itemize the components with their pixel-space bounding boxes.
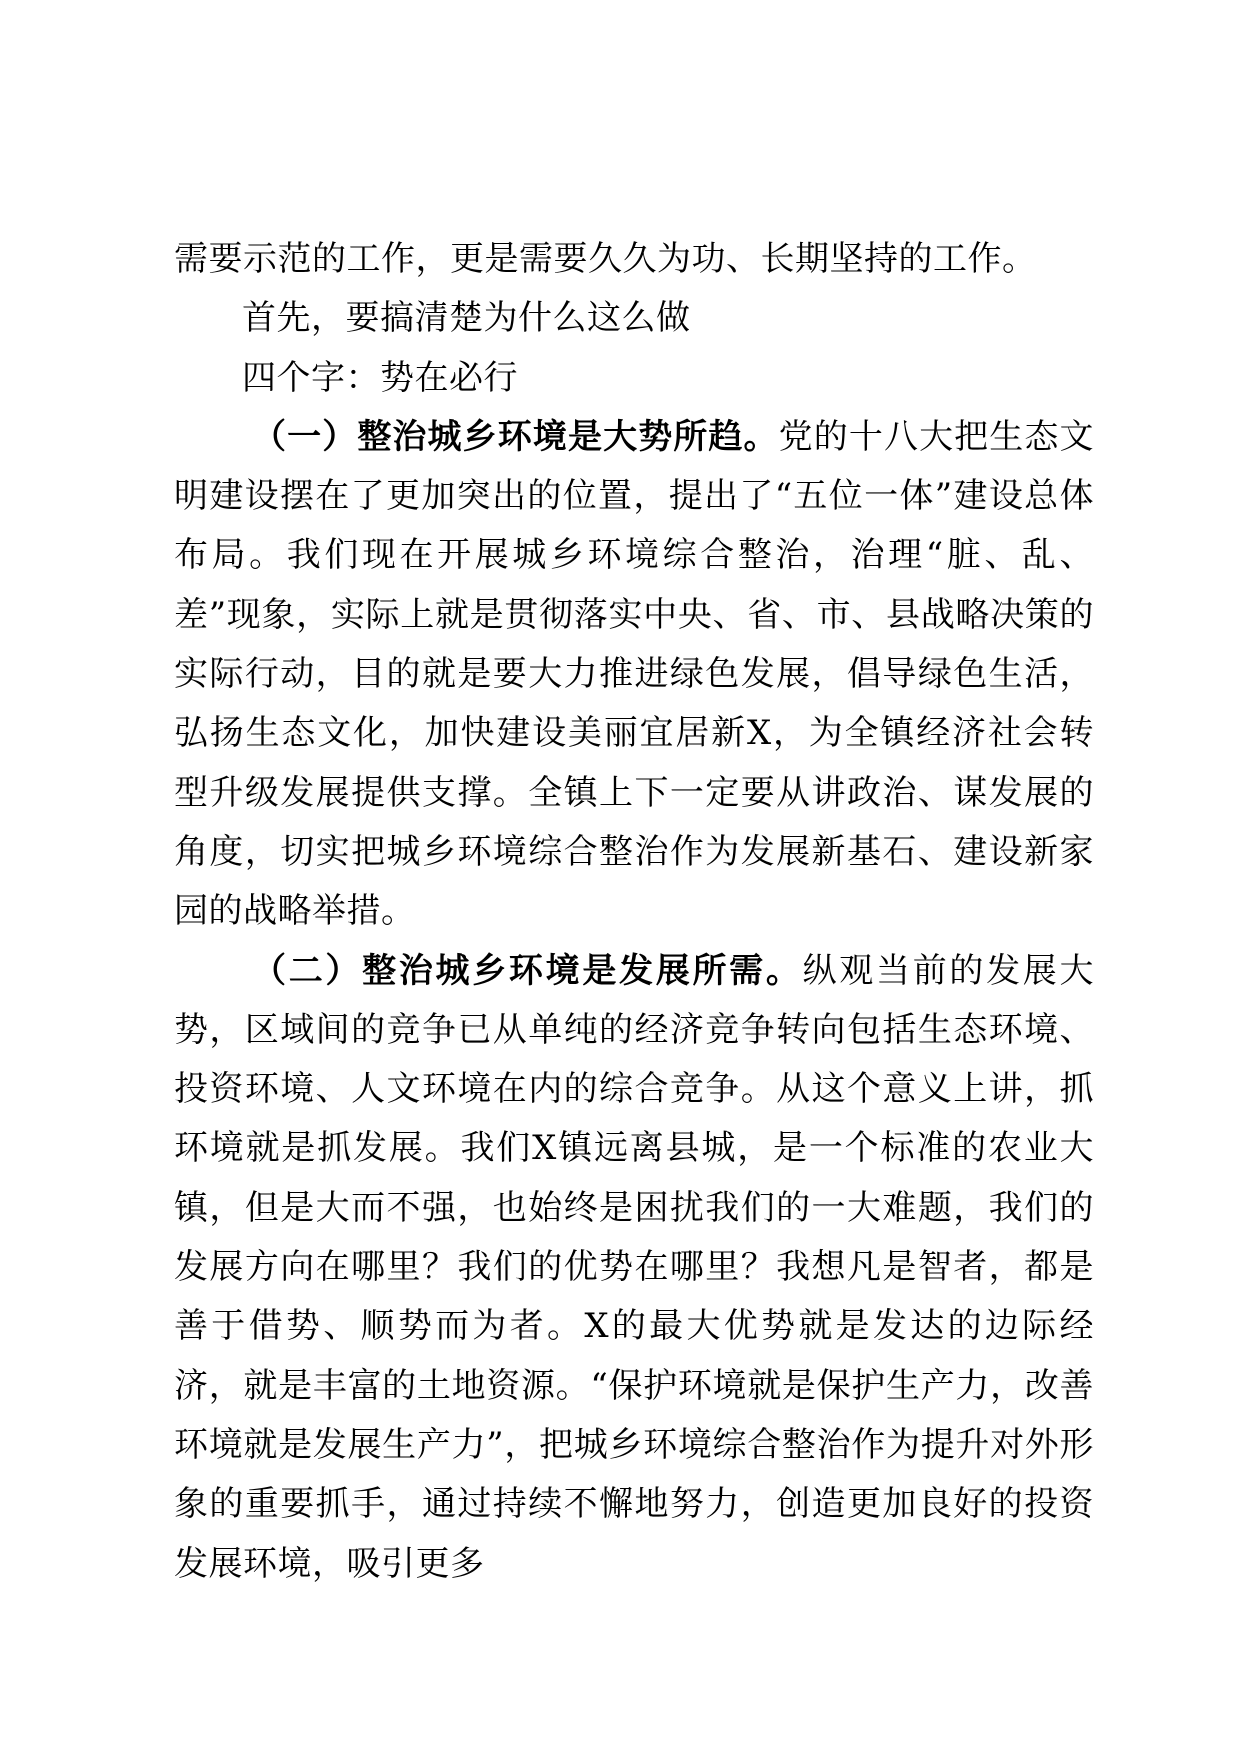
section-1-body: 党的十八大把生态文明建设摆在了更加突出的位置，提出了“五位一体”建设总体布局。我们现在开展城乡环境综合整治，治理“脏、乱、差”现象，实际上就是贯彻落实中央、省、市、县战略决策的实际行动，目的就是要大力推进绿色发展，倡导绿色生活，弘扬生态文化，加快建设美丽宜居新X，为全镇经济社会转型升级发展提供支撑。全镇上下一定要从讲政治、谋发展的角度，切实把城乡环境综合整治作为发展新基石、建设新家园的战略举措。 [174, 416, 1095, 932]
section-1-label: （一）整治城乡环境是大势所趋。 [252, 416, 779, 457]
heading-first [174, 289, 1094, 348]
continuation-paragraph [174, 230, 1094, 289]
heading-four-words [174, 349, 1094, 408]
heading-first-text: 首先，要搞清楚为什么这么做 [242, 298, 691, 339]
continuation-text: 需要示范的工作，更是需要久久为功、长期坚持的工作。 [174, 239, 1037, 279]
section-2-paragraph [174, 942, 1094, 1594]
section-2-label: （二）整治城乡环境是发展所需。 [252, 950, 803, 991]
section-2-body: 纵观当前的发展大势，区域间的竞争已从单纯的经济竞争转向包括生态环境、投资环境、人文环境在内的综合竞争。从这个意义上讲，抓环境就是抓发展。我们X镇远离县城，是一个标准的农业大镇，但是大而不强，也始终是困扰我们的一大难题，我们的发展方向在哪里？我们的优势在哪里？我想凡是智者，都是善于借势、顺势而为者。X的最大优势就是发达的边际经济，就是丰富的土地资源。“保护环境就是保护生产力，改善环境就是发展生产力”，把城乡环境综合整治作为提升对外形象的重要抓手，通过持续不懈地努力，创造更加良好的投资发展环境，吸引更多 [174, 950, 1095, 1584]
document-body [174, 230, 1094, 1594]
section-1-paragraph [174, 408, 1094, 942]
heading-four-words-text: 四个字：势在必行 [242, 357, 518, 398]
